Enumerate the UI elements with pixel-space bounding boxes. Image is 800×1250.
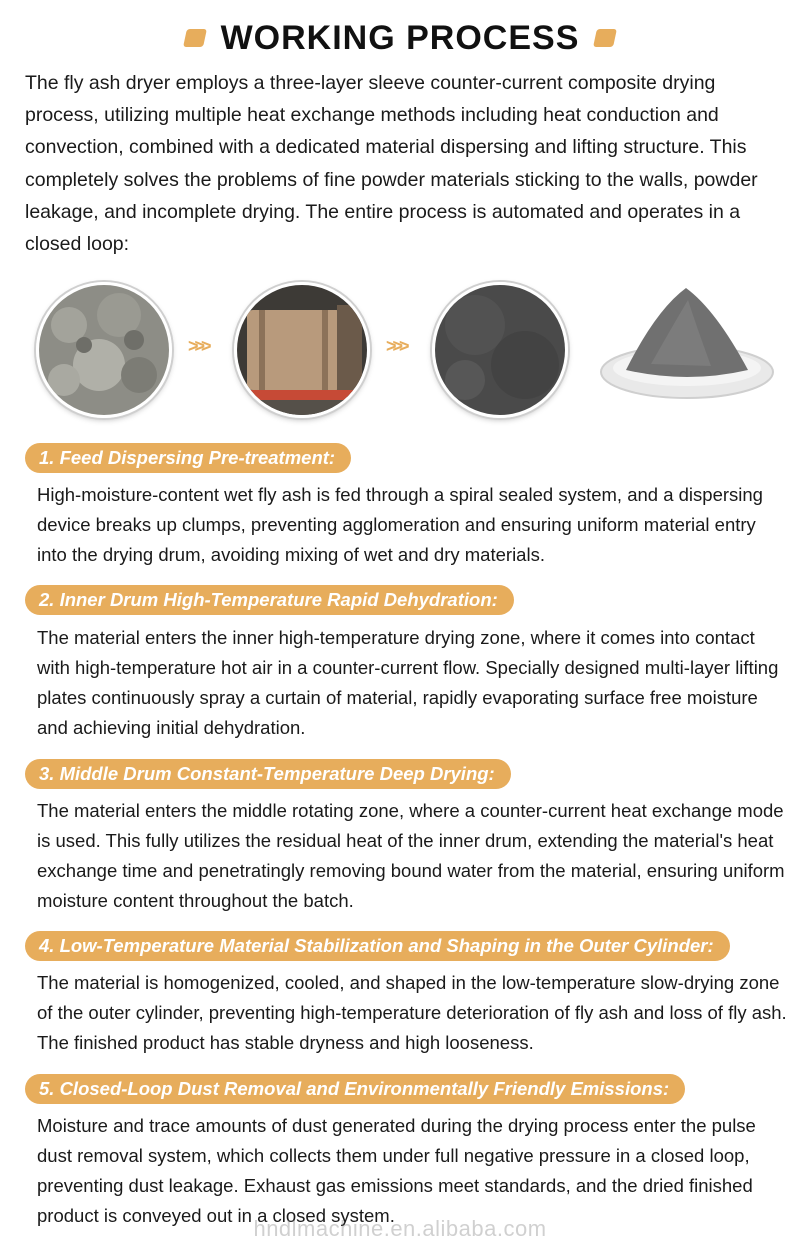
step-2-body: The material enters the inner high-temperature drying zone, where it comes into contact with high-temperature hot air in a counter-current flow. Specially designed multi-layer lifting plates continuously spray a curtain of material, rapidly evaporating surface free moisture and achieving initial dehydration. (37, 627, 779, 738)
step-1-heading: 1. Feed Dispersing Pre-treatment: (25, 443, 351, 473)
drum-dryer-photo (234, 282, 370, 418)
title-right-decoration (593, 29, 617, 47)
watermark: hndlmachine.en.alibaba.com (253, 1216, 547, 1241)
step-3-body: The material enters the middle rotating zone, where a counter-current heat exchange mode is used. This fully utilizes the residual heat of the inner drum, extending the material's heat exchange time and penetratingly removing bound water from the material, ensuring uniform moisture content throughout the batch. (37, 800, 785, 911)
title-left-decoration (183, 29, 207, 47)
process-arrow-2: >>> (386, 336, 406, 356)
intro-paragraph: The fly ash dryer employs a three-layer sleeve counter-current composite drying process, utilizing multiple heat exchange methods including heat conduction and convection, combined with a dedicated material dispersing and lifting structure. This completely solves the problems of fine powder materials sticking to the walls, powder leakage, and incomplete drying. The entire process is automated and operates in a closed loop: (25, 72, 758, 256)
step-2-heading: 2. Inner Drum High-Temperature Rapid Dehydration: (25, 585, 514, 615)
step-3-heading: 3. Middle Drum Constant-Temperature Deep Drying: (25, 759, 511, 789)
finished-powder-photo (596, 280, 778, 410)
step-4-body: The material is homogenized, cooled, and shaped in the low-temperature slow-drying zone of the outer cylinder, preventing high-temperature deterioration of fly ash and loss of fly ash. The finished product has stable dryness and high looseness. (37, 972, 787, 1053)
wet-fly-ash-photo (36, 282, 172, 418)
step-5-body: Moisture and trace amounts of dust generated during the drying process enter the pulse dust removal system, which collects them under full negative pressure in a closed loop, preventing dust leakage. Exhaust gas emissions meet standards, and the dried finished product is conveyed out in a closed system. (37, 1115, 756, 1226)
step-5-heading: 5. Closed-Loop Dust Removal and Environmentally Friendly Emissions: (25, 1074, 685, 1104)
page-title: WORKING PROCESS (220, 18, 580, 57)
process-arrow-1: >>> (188, 336, 208, 356)
dried-fly-ash-photo (432, 282, 568, 418)
title-row (0, 14, 800, 62)
step-1-body: High-moisture-content wet fly ash is fed through a spiral sealed system, and a dispersing device breaks up clumps, preventing agglomeration and ensuring uniform material entry into the drying drum, avoiding mixing of wet and dry materials. (37, 484, 763, 565)
step-4-heading: 4. Low-Temperature Material Stabilization and Shaping in the Outer Cylinder: (25, 931, 730, 961)
